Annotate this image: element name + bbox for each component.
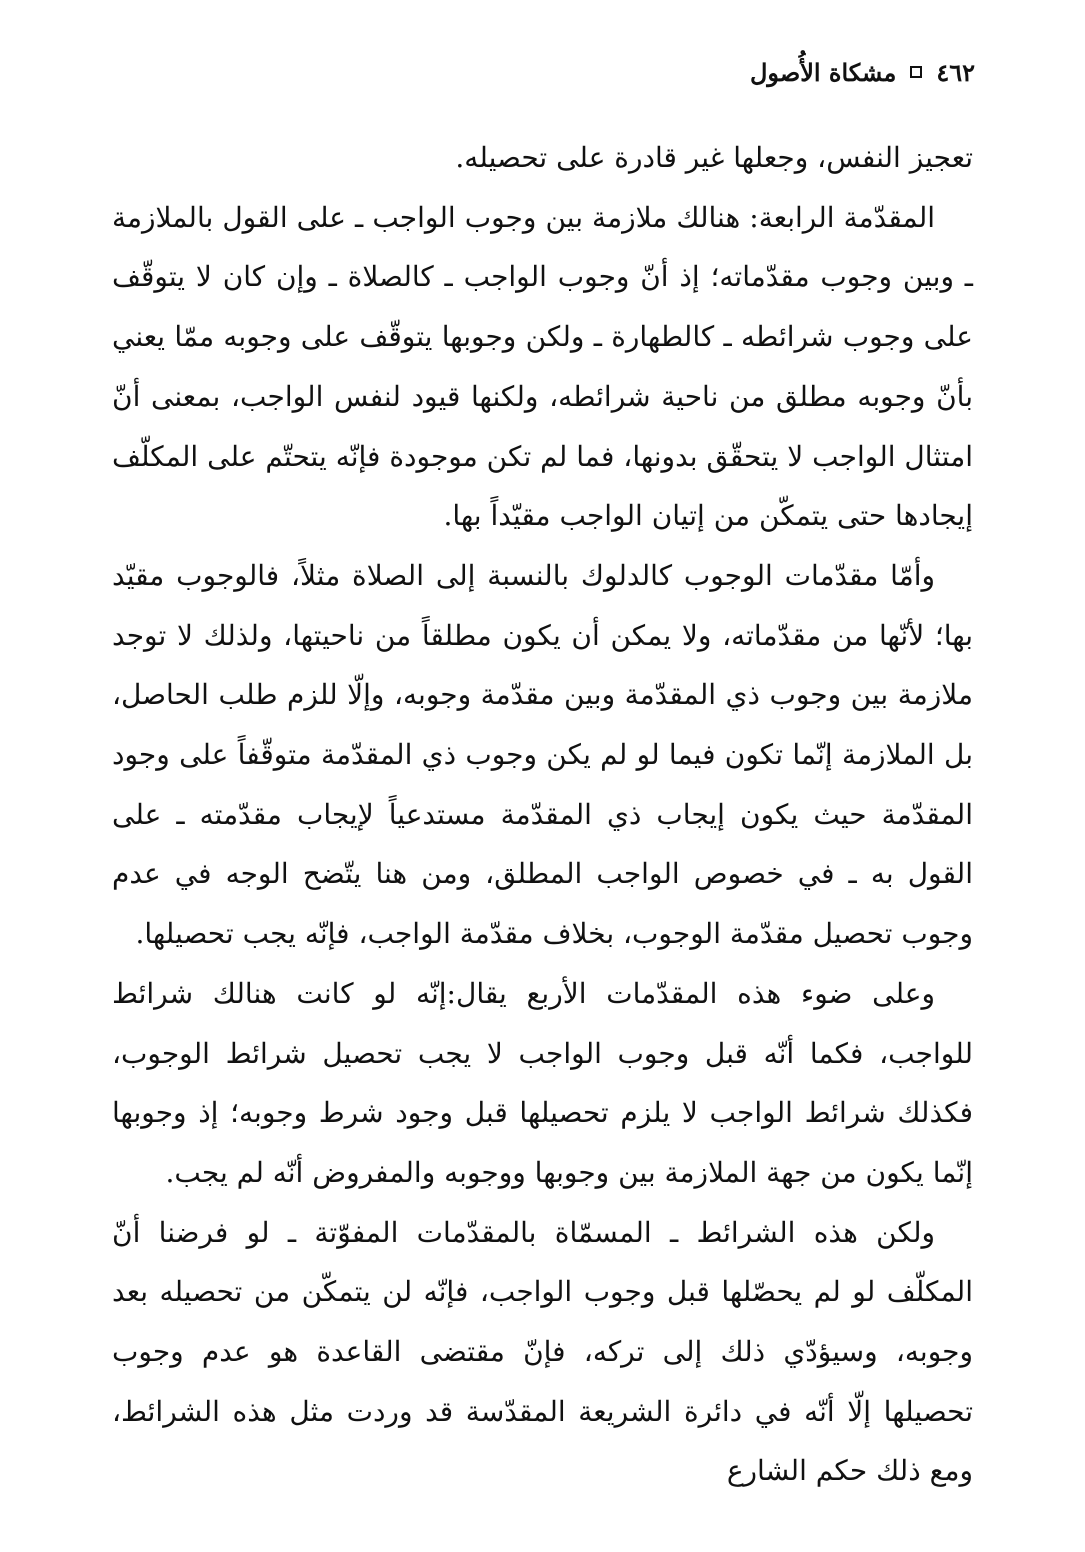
paragraph-2: المقدّمة الرابعة: هنالك ملازمة بين وجوب الواجب ـ على القول بالملازمة ـ وبين وجوب مقدّماته؛ إذ أنّ وجوب الواجب ـ كالصلاة ـ وإن كان لا يتوقّف على وجوب شرائطه ـ كالطهارة ـ ولكن وجوبها يتوقّف على وجوبه ممّا يعني بأنّ وجوبه مطلق من ناحية شرائطه، ولكنها قيود لنفس الواجب، بمعنى أنّ امتثال الواجب لا يتحقّق بدونها، فما لم تكن موجودة فإنّه يتحتّم على المكلّف إيجادها حتى يتمكّن من إتيان الواجب مقيّداً بها.: [112, 200, 973, 533]
paragraph-3: وأمّا مقدّمات الوجوب كالدلوك بالنسبة إلى الصلاة مثلاً، فالوجوب مقيّد بها؛ لأنّها من مقدّماته، ولا يمكن أن يكون مطلقاً من ناحيتها، ولذلك لا توجد ملازمة بين وجوب ذي المقدّمة وبين مقدّمة وجوبه، وإلّا للزم طلب الحاصل، بل الملازمة إنّما تكون فيما لو لم يكن وجوب ذي المقدّمة متوقّفاً على وجود المقدّمة حيث يكون إيجاب ذي المقدّمة مستدعياً لإيجاب مقدّمته ـ على القول به ـ في خصوص الواجب المطلق، ومن هنا يتّضح الوجه في عدم وجوب تحصيل مقدّمة الوجوب، بخلاف مقدّمة الواجب، فإنّه يجب تحصيلها.: [112, 558, 973, 951]
separator-square-icon: [910, 66, 922, 78]
paragraph-1: تعجيز النفس، وجعلها غير قادرة على تحصيله.: [455, 141, 973, 174]
paragraph-4: وعلى ضوء هذه المقدّمات الأربع يقال:إنّه لو كانت هنالك شرائط للواجب، فكما أنّه قبل وجوب الواجب لا يجب تحصيل شرائط الوجوب، فكذلك شرائط الواجب لا يلزم تحصيلها قبل وجود شرط وجوبه؛ إذ وجوبها إنّما يكون من جهة الملازمة بين وجوبها ووجوبه والمفروض أنّه لم يجب.: [112, 976, 973, 1189]
book-title: مشكاة الأُصول: [749, 57, 897, 87]
page-number: ٤٦٢: [936, 57, 975, 87]
running-header: [110, 50, 975, 94]
body-text: [112, 128, 973, 1501]
paragraph-5: ولكن هذه الشرائط ـ المسمّاة بالمقدّمات المفوّتة ـ لو فرضنا أنّ المكلّف لو لم يحصّلها قبل وجوب الواجب، فإنّه لن يتمكّن من تحصيله بعد وجوبه، وسيؤدّي ذلك إلى تركه، فإنّ مقتضى القاعدة هو عدم وجوب تحصيلها إلّا أنّه في دائرة الشريعة المقدّسة قد وردت مثل هذه الشرائط، ومع ذلك حكم الشارع: [112, 1215, 973, 1488]
